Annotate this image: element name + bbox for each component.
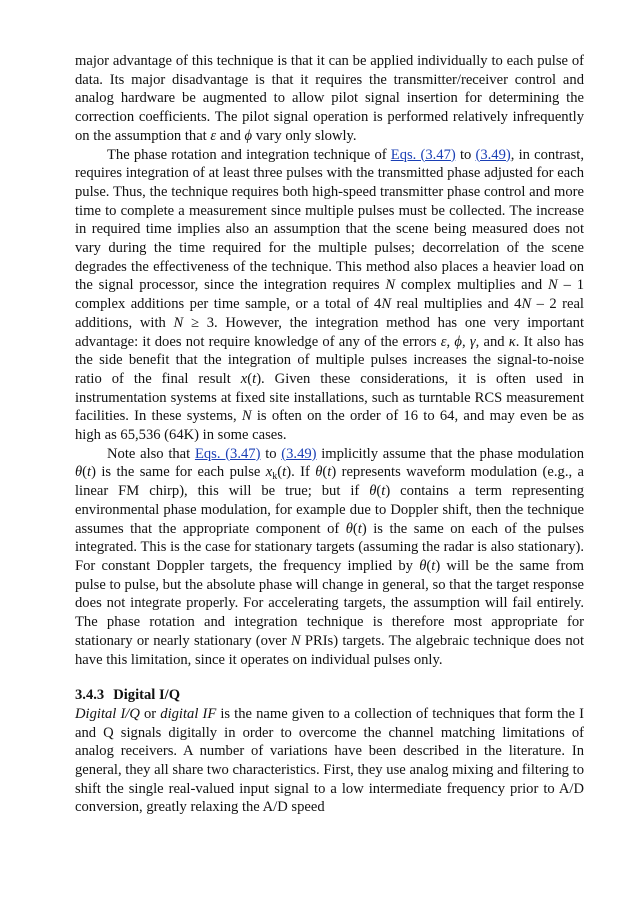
symbol-n: N	[521, 296, 532, 313]
symbol-t: t	[431, 557, 436, 574]
subscript-k: k	[272, 471, 278, 483]
paragraph-digital-iq	[75, 705, 584, 817]
term-digital-iq: Digital I/Q	[75, 705, 140, 722]
text-run: will be the same from pulse to pulse, but the absolute phase will change in general, so that the target response does not integrate properly. For accelerating targets, the assumption will fail entirely. The phase rotation and integration technique is therefore most appropriate for stationary or nearly stationary (over	[75, 557, 584, 649]
symbol-t: t	[327, 464, 332, 481]
symbol-t: t	[357, 520, 362, 537]
text-run: (	[426, 557, 432, 574]
text-run: (	[376, 483, 382, 500]
text-run: implicitly assume that the phase modulation	[316, 445, 584, 462]
symbol-t: t	[252, 370, 257, 387]
symbol-x: x	[265, 464, 273, 481]
eq-3-47-link[interactable]: Eqs. (3.47)	[390, 146, 456, 163]
section-title: Digital I/Q	[113, 687, 181, 704]
text-run: is the name given to a collection of techniques that form the I and Q signals digitally in order to overcome the channel matching limitations of analog receivers. A number of variations have been described in the literature. In general, they all share two characteristics. First, they use analog mixing and filtering to shift the single real-valued input signal to a low intermediate frequency prior to A/D conversion, greatly relaxing the A/D speed	[75, 705, 584, 816]
text-run: is the same on each of the pulses integrated. This is the case for stationary targets (assuming the radar is also stationary). For constant Doppler targets, the frequency implied by	[75, 520, 584, 574]
symbol-epsilon: ε	[210, 127, 217, 144]
text-run: , in contrast, requires integration of at least three pulses with the transmitted phase adjusted for each pulse. Thus, the technique requires both high-speed transmitter phase control and more time to complete a measurement since multiple pulses must be collected. The increase in required time implies also an assumption that the scene being measured does not vary during the time required for the multiple pulses; decorrelation of the scene degrades the effectiveness of the technique. This method also places a heavier load on the signal processor, since the integration requires	[75, 146, 584, 294]
text-run: ). Given these considerations, it is often used in instrumentation systems at fixed site installations, such as turntable RCS measurement facilities. In these systems,	[75, 370, 584, 425]
paragraph-phase-rotation	[75, 146, 584, 445]
paragraph-implicit-assumption	[75, 445, 584, 669]
text-run: (	[352, 520, 358, 537]
text-run: ≥ 3. However, the integration method has one very important advantage: it does not require knowledge of any of the errors	[75, 314, 584, 350]
text-run: Note also that	[107, 445, 195, 462]
symbol-n: N	[385, 277, 396, 294]
section-number: 3.4.3	[75, 687, 105, 704]
symbol-t: t	[282, 464, 287, 481]
symbol-n: N	[290, 632, 301, 649]
symbol-kappa: κ	[508, 333, 516, 350]
text-run: , and	[475, 333, 509, 350]
text-run: )	[286, 464, 292, 481]
text-run: – 2 real additions, with	[75, 296, 584, 331]
symbol-n: N	[173, 314, 184, 331]
text-run: to	[260, 445, 282, 462]
symbol-n: N	[381, 296, 392, 313]
symbol-theta: θ	[369, 483, 377, 500]
symbol-theta: θ	[419, 557, 427, 574]
text-run: – 1 complex additions per time sample, or a total of 4	[75, 277, 584, 313]
symbol-phi: ϕ	[244, 127, 253, 144]
eq-3-49-link[interactable]: (3.49)	[281, 445, 317, 462]
symbol-phi: ϕ	[454, 333, 462, 350]
text-run: )	[91, 464, 96, 481]
text-run: )	[361, 520, 367, 537]
eq-3-49-link[interactable]: (3.49)	[475, 146, 511, 163]
text-run: ,	[461, 333, 470, 350]
symbol-t: t	[87, 464, 92, 481]
text-run: )	[385, 483, 391, 500]
symbol-n: N	[241, 408, 252, 425]
symbol-theta: θ	[75, 464, 83, 481]
text-run: . It also has the side benefit that the integration of multiple pulses increases the signal-to-noise ratio of the final result	[75, 333, 584, 387]
text-run: )	[331, 464, 337, 481]
symbol-theta: θ	[345, 520, 353, 537]
symbol-theta: θ	[315, 464, 323, 481]
text-run: represents waveform modulation (e.g., a linear FM chirp), this will be true; but if	[75, 464, 584, 500]
symbol-t: t	[381, 483, 386, 500]
symbol-n: N	[548, 277, 558, 294]
text-run: )	[435, 557, 441, 574]
text-run: is often on the order of 16 to 64, and may even be as high as 65,536 (64K) in some cases.	[75, 408, 584, 444]
paragraph-pilot-signal	[75, 52, 584, 146]
section-heading	[75, 686, 584, 705]
text-run: (	[247, 370, 253, 387]
text-run: The phase rotation and integration technique of	[107, 146, 391, 163]
text-run: PRIs) targets. The algebraic technique does not have this limitation, since it operates on individual pulses only.	[75, 632, 584, 668]
term-digital-if: digital IF	[160, 705, 217, 722]
text-run: and	[216, 127, 245, 144]
text-run: major advantage of this technique is that it can be applied individually to each pulse of data. Its major disadvantage is that it requires the transmitter/receiver control and analog hardware be augmented to allow pilot signal insertion for determining the correction coefficients. The pilot signal operation is performed relatively infrequently on the assumption that	[75, 53, 584, 144]
symbol-epsilon: ε	[440, 333, 447, 350]
text-run: contains a term representing environmental phase modulation, for example due to Doppler shift, then the technique assumes that the appropriate component of	[75, 483, 585, 537]
text-run: to	[455, 146, 476, 163]
symbol-gamma: γ	[469, 333, 476, 350]
text-run: . If	[291, 464, 316, 481]
eq-3-47-link[interactable]: Eqs. (3.47)	[194, 445, 261, 462]
text-run: (	[322, 464, 328, 481]
text-run: (	[277, 464, 283, 481]
text-run: is the same for each pulse	[95, 464, 266, 481]
text-run: real multiplies and 4	[391, 296, 522, 313]
text-run: vary only slowly.	[252, 127, 357, 144]
document-page	[75, 52, 584, 817]
text-run: or	[139, 705, 161, 722]
text-run: complex multiplies and	[395, 277, 549, 294]
symbol-x: x	[240, 370, 248, 387]
text-run: ,	[446, 333, 455, 350]
text-run: (	[82, 464, 88, 481]
